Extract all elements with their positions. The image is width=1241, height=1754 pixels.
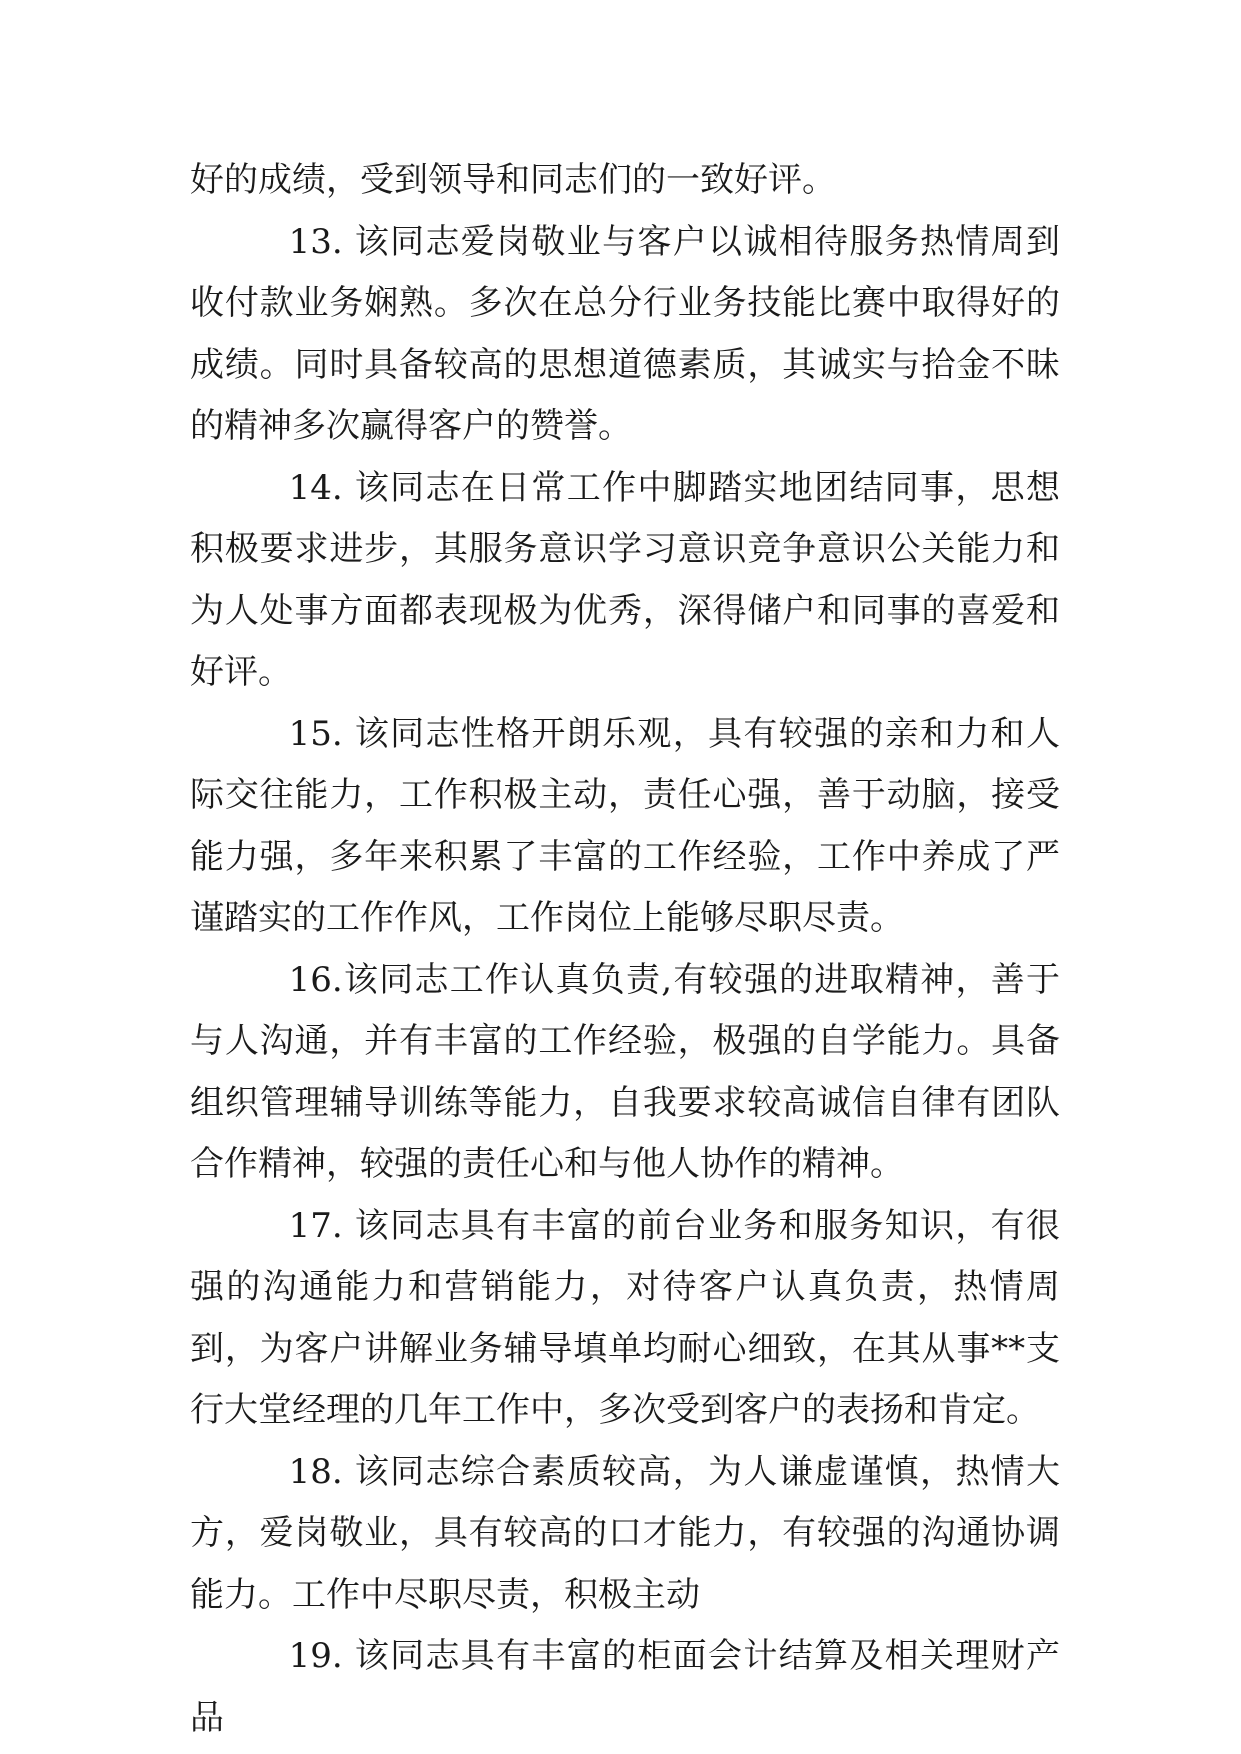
paragraph-continuation: 好的成绩，受到领导和同志们的一致好评。: [190, 160, 836, 200]
paragraph-item-19: 19. 该同志具有丰富的柜面会计结算及相关理财产品: [190, 1636, 1060, 1738]
paragraph-item-17: 17. 该同志具有丰富的前台业务和服务知识，有很强的沟通能力和营销能力，对待客户认真负责，热情周到，为客户讲解业务辅导填单均耐心细致，在其从事**支行大堂经理的几年工作中，多次受到客户的表扬和肯定。: [190, 1205, 1060, 1430]
paragraph-item-18: 18. 该同志综合素质较高，为人谦虚谨慎，热情大方，爱岗敬业，具有较高的口才能力，有较强的沟通协调能力。工作中尽职尽责，积极主动: [190, 1451, 1060, 1615]
paragraph-item-15: 15. 该同志性格开朗乐观，具有较强的亲和力和人际交往能力，工作积极主动，责任心强，善于动脑，接受能力强，多年来积累了丰富的工作经验，工作中养成了严谨踏实的工作作风，工作岗位上能够尽职尽责。: [190, 713, 1060, 938]
paragraph-item-13: 13. 该同志爱岗敬业与客户以诚相待服务热情周到收付款业务娴熟。多次在总分行业务技能比赛中取得好的成绩。同时具备较高的思想道德素质，其诚实与拾金不昧的精神多次赢得客户的赞誉。: [190, 221, 1060, 446]
paragraph-item-14: 14. 该同志在日常工作中脚踏实地团结同事，思想积极要求进步，其服务意识学习意识竞争意识公关能力和为人处事方面都表现极为优秀，深得储户和同事的喜爱和好评。: [190, 467, 1060, 692]
paragraph-item-16: 16.该同志工作认真负责,有较强的进取精神，善于与人沟通，并有丰富的工作经验，极强的自学能力。具备组织管理辅导训练等能力，自我要求较高诚信自律有团队合作精神，较强的责任心和与他人协作的精神。: [190, 959, 1060, 1184]
document-body: [190, 150, 1060, 1749]
